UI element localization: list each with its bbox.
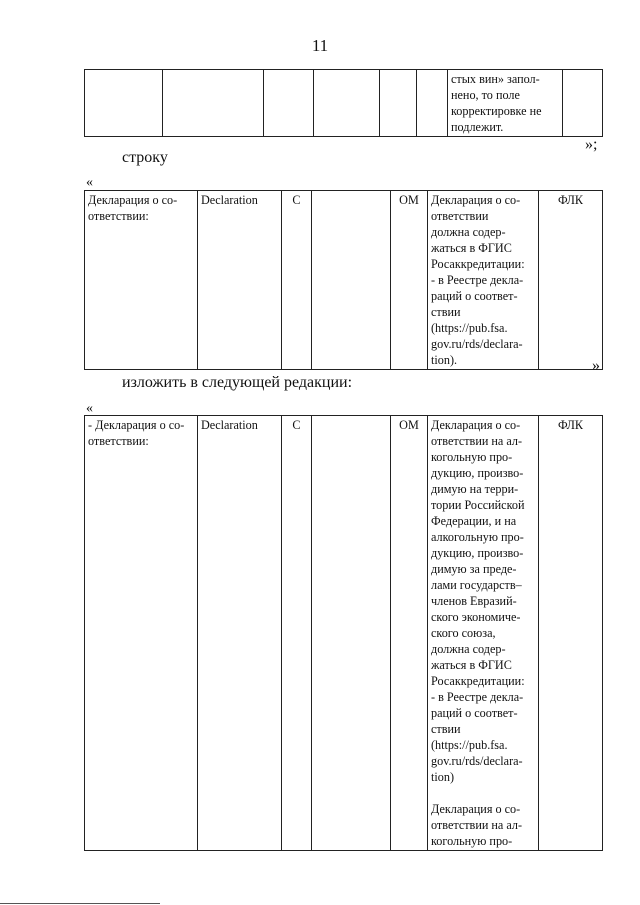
table-cell-name: - Декларация о со- ответствии: [85,416,198,851]
table-cell [163,70,264,137]
table-cell-check: ФЛК [539,191,603,370]
table-cell [85,70,163,137]
table-cell [563,70,603,137]
section-label-stroku: строку [122,149,168,166]
table-top-fragment [84,69,603,137]
table-row [85,70,603,137]
table-cell-code: Declaration [198,191,282,370]
table-row [85,416,603,851]
table-current-row [84,190,603,370]
table-cell-type: С [282,191,312,370]
table-cell [312,416,391,851]
table-cell-description: Декларация о со- ответствии должна содер- жаться в ФГИС Росаккредитации: - в Реестре декла- раций о соответ- ствии (https://pub.fsa. gov.ru/rds/declara- tion). [428,191,539,370]
table-cell-type: С [282,416,312,851]
open-quote-mark: « [86,401,93,416]
table-cell [264,70,314,137]
page-edge-line [0,903,160,904]
table-cell-note: стых вин» запол- нено, то поле корректировке не подлежит. [448,70,563,137]
table-cell [417,70,448,137]
section-label-redaction: изложить в следующей редакции: [122,374,353,391]
table-cell-description: Декларация о со- ответствии на ал- когольную про- дукцию, произво- димую на терри- тории Российской Федерации, и на алкогольную про- дукцию, произво- димую за преде- лами государств– членов Евразий- ского экономиче- ского союза, должна содер- жаться в ФГИС Росаккредитации: - в Реестре декла- раций о соответ- ствии (https://pub.fsa. gov.ru/rds/declara- tion) Декларация о со- ответствии на ал- когольную про- [428,416,539,851]
table-cell-name: Декларация о со- ответствии: [85,191,198,370]
table-cell [380,70,417,137]
close-quote-mark: » [592,357,600,374]
table-row [85,191,603,370]
table-cell-code: Declaration [198,416,282,851]
close-quote-mark: »; [585,136,598,153]
table-cell [312,191,391,370]
table-cell-check: ФЛК [539,416,603,851]
table-new-row [84,415,603,851]
page-number: 11 [311,36,329,55]
table-cell-flag: ОМ [391,416,428,851]
open-quote-mark: « [86,175,93,190]
table-cell-flag: ОМ [391,191,428,370]
table-cell [314,70,380,137]
